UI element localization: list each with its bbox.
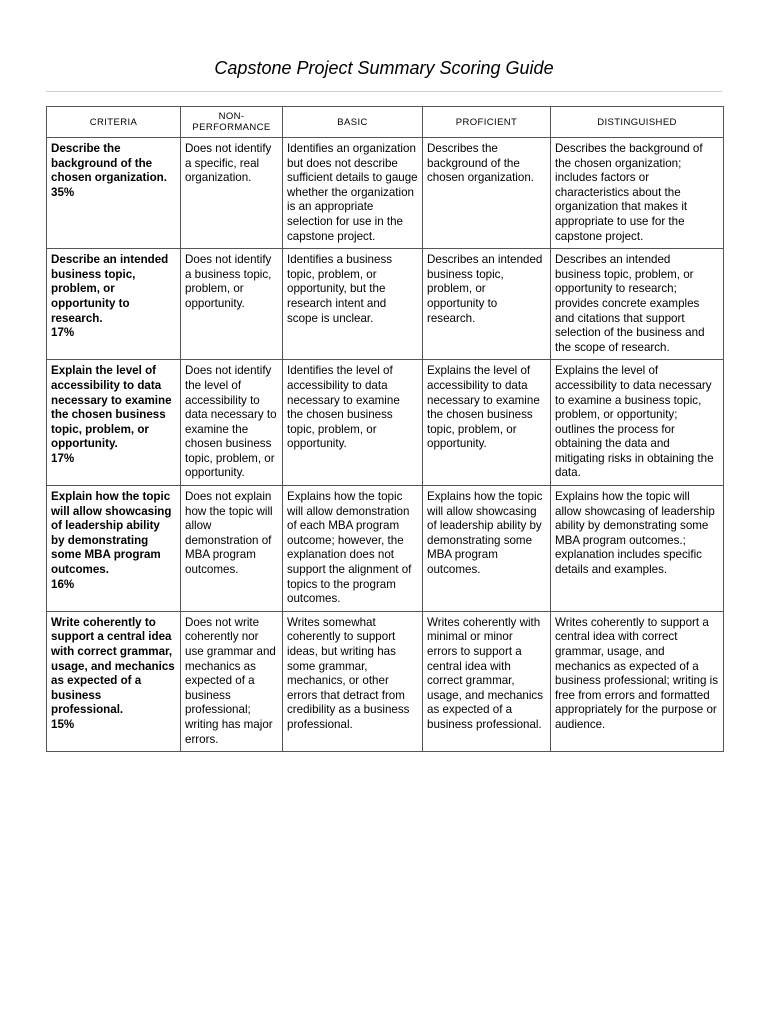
criterion-cell: [47, 138, 181, 249]
criterion-cell: [47, 249, 181, 360]
distinguished-cell: Explains how the topic will allow showcasing of leadership ability by demonstrating some MBA program outcomes.; explanation includes specific details and examples.: [551, 486, 724, 612]
table-row: [47, 360, 724, 486]
criterion-weight: 15%: [51, 717, 75, 731]
criterion-label: Describe the background of the chosen organization.: [51, 142, 167, 185]
header-proficient: PROFICIENT: [423, 107, 551, 138]
criterion-weight: 17%: [51, 326, 75, 340]
proficient-cell: Describes the background of the chosen organization.: [423, 138, 551, 249]
header-row: [47, 107, 724, 138]
criterion-weight: 16%: [51, 577, 75, 591]
criterion-cell: [47, 360, 181, 486]
title-divider: [46, 91, 722, 92]
non-performance-cell: Does not identify a specific, real organization.: [181, 138, 283, 249]
criterion-cell: [47, 611, 181, 751]
non-performance-cell: Does not write coherently nor use grammar and mechanics as expected of a business professional; writing has major errors.: [181, 611, 283, 751]
proficient-cell: Explains the level of accessibility to data necessary to examine the chosen business topic, problem, or opportunity.: [423, 360, 551, 486]
document-title: Capstone Project Summary Scoring Guide: [214, 58, 554, 78]
criterion-cell: [47, 486, 181, 612]
basic-cell: Explains how the topic will allow demonstration of each MBA program outcome; however, the explanation does not support the alignment of topics to the program outcomes.: [283, 486, 423, 612]
basic-cell: Identifies an organization but does not describe sufficient details to gauge whether the organization is an appropriate selection for use in the capstone project.: [283, 138, 423, 249]
criterion-label: Explain how the topic will allow showcasing of leadership ability by demonstrating some MBA program outcomes.: [51, 490, 172, 577]
distinguished-cell: Explains the level of accessibility to data necessary to examine a business topic, problem, or opportunity; outlines the process for obtaining the data and mitigating risks in obtaining the data.: [551, 360, 724, 486]
proficient-cell: Explains how the topic will allow showcasing of leadership ability by demonstrating some MBA program outcomes.: [423, 486, 551, 612]
criterion-weight: 35%: [51, 185, 75, 199]
basic-cell: Writes somewhat coherently to support ideas, but writing has some grammar, mechanics, or other errors that detract from credibility as a business professional.: [283, 611, 423, 751]
table-row: [47, 611, 724, 751]
table-row: [47, 486, 724, 612]
non-performance-cell: Does not identify the level of accessibility to data necessary to examine the chosen business topic, problem, or opportunity.: [181, 360, 283, 486]
distinguished-cell: Writes coherently to support a central idea with correct grammar, usage, and mechanics as expected of a business professional; writing is free from errors and formatted appropriately for the purpose or audience.: [551, 611, 724, 751]
header-criteria: CRITERIA: [47, 107, 181, 138]
criterion-label: Describe an intended business topic, problem, or opportunity to research.: [51, 253, 169, 325]
non-performance-cell: Does not explain how the topic will allow demonstration of MBA program outcomes.: [181, 486, 283, 612]
header-basic: BASIC: [283, 107, 423, 138]
basic-cell: Identifies the level of accessibility to data necessary to examine the chosen business topic, problem, or opportunity.: [283, 360, 423, 486]
criterion-weight: 17%: [51, 451, 75, 465]
proficient-cell: Describes an intended business topic, problem, or opportunity to research.: [423, 249, 551, 360]
basic-cell: Identifies a business topic, problem, or opportunity, but the research intent and scope is unclear.: [283, 249, 423, 360]
table-row: [47, 249, 724, 360]
criterion-label: Write coherently to support a central idea with correct grammar, usage, and mechanics as expected of a business professional.: [51, 615, 175, 717]
criterion-label: Explain the level of accessibility to data necessary to examine the chosen business topic, problem, or opportunity.: [51, 364, 172, 451]
scoring-rubric-table: [46, 106, 724, 752]
header-non-performance: NON-PERFORMANCE: [181, 107, 283, 138]
table-row: [47, 138, 724, 249]
header-distinguished: DISTINGUISHED: [551, 107, 724, 138]
non-performance-cell: Does not identify a business topic, problem, or opportunity.: [181, 249, 283, 360]
proficient-cell: Writes coherently with minimal or minor errors to support a central idea with correct grammar, usage, and mechanics as expected of a business professional.: [423, 611, 551, 751]
distinguished-cell: Describes the background of the chosen organization; includes factors or characteristics about the organization that makes it appropriate to use for the capstone project.: [551, 138, 724, 249]
distinguished-cell: Describes an intended business topic, problem, or opportunity to research; provides concrete examples and citations that support selection of the business and the scope of research.: [551, 249, 724, 360]
